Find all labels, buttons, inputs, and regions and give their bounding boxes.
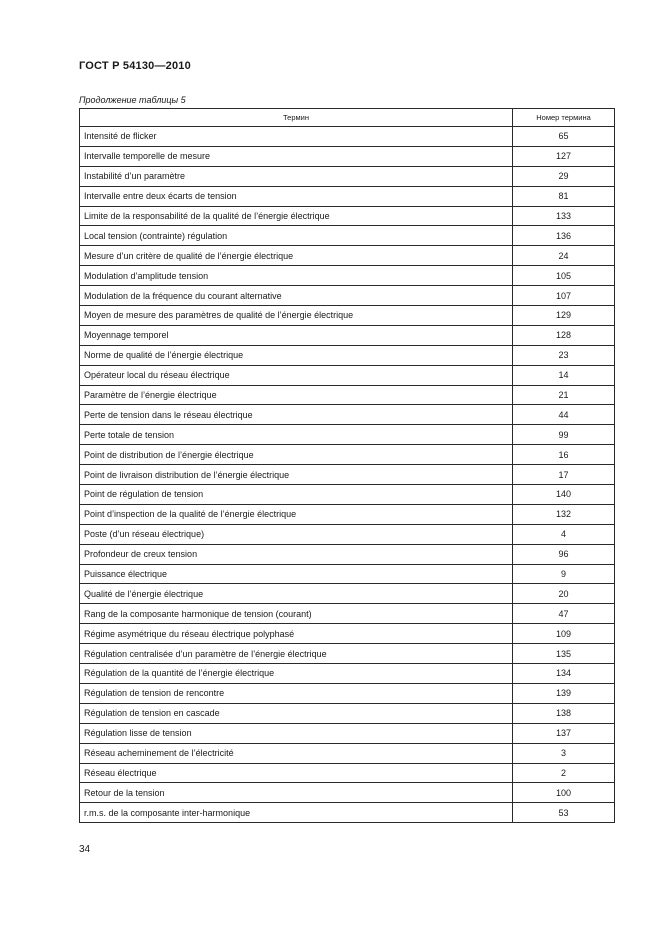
term-number-cell: 135 xyxy=(513,644,615,664)
term-cell: Profondeur de creux tension xyxy=(80,544,513,564)
column-header-term: Термин xyxy=(80,109,513,127)
term-number-cell: 105 xyxy=(513,266,615,286)
terms-table xyxy=(79,108,615,823)
table-row xyxy=(80,723,615,743)
table-row xyxy=(80,564,615,584)
term-cell: Intervalle entre deux écarts de tension xyxy=(80,186,513,206)
term-number-cell: 137 xyxy=(513,723,615,743)
table-row xyxy=(80,524,615,544)
term-cell: Limite de la responsabilité de la qualité de l’énergie électrique xyxy=(80,206,513,226)
term-cell: Régime asymétrique du réseau électrique polyphasé xyxy=(80,624,513,644)
table-row xyxy=(80,286,615,306)
column-header-number: Номер термина xyxy=(513,109,615,127)
term-cell: Réseau électrique xyxy=(80,763,513,783)
term-cell: Instabilité d’un paramètre xyxy=(80,166,513,186)
term-number-cell: 128 xyxy=(513,325,615,345)
term-cell: Norme de qualité de l’énergie électrique xyxy=(80,345,513,365)
table-row xyxy=(80,365,615,385)
term-number-cell: 17 xyxy=(513,465,615,485)
term-number-cell: 134 xyxy=(513,664,615,684)
term-cell: Paramètre de l’énergie électrique xyxy=(80,385,513,405)
term-cell: Point d’inspection de la qualité de l’énergie électrique xyxy=(80,504,513,524)
term-cell: Local tension (contrainte) régulation xyxy=(80,226,513,246)
term-cell: Réseau acheminement de l’électricité xyxy=(80,743,513,763)
term-number-cell: 44 xyxy=(513,405,615,425)
term-number-cell: 81 xyxy=(513,186,615,206)
term-cell: Modulation de la fréquence du courant alternative xyxy=(80,286,513,306)
table-row xyxy=(80,743,615,763)
table-row xyxy=(80,127,615,147)
table-row xyxy=(80,624,615,644)
table-row xyxy=(80,504,615,524)
table-row xyxy=(80,783,615,803)
term-cell: Perte totale de tension xyxy=(80,425,513,445)
term-cell: Puissance électrique xyxy=(80,564,513,584)
term-cell: Point de distribution de l’énergie électrique xyxy=(80,445,513,465)
table-row xyxy=(80,385,615,405)
term-cell: Modulation d’amplitude tension xyxy=(80,266,513,286)
term-cell: Poste (d’un réseau électrique) xyxy=(80,524,513,544)
term-number-cell: 65 xyxy=(513,127,615,147)
term-number-cell: 100 xyxy=(513,783,615,803)
table-row xyxy=(80,803,615,823)
term-cell: Mesure d’un critère de qualité de l’énergie électrique xyxy=(80,246,513,266)
term-number-cell: 24 xyxy=(513,246,615,266)
term-cell: Régulation de tension de rencontre xyxy=(80,683,513,703)
table-row xyxy=(80,544,615,564)
table-row xyxy=(80,146,615,166)
term-cell: Intensité de flicker xyxy=(80,127,513,147)
term-cell: Intervalle temporelle de mesure xyxy=(80,146,513,166)
table-row xyxy=(80,166,615,186)
term-number-cell: 20 xyxy=(513,584,615,604)
term-number-cell: 136 xyxy=(513,226,615,246)
table-row xyxy=(80,485,615,505)
table-row xyxy=(80,246,615,266)
term-cell: Rang de la composante harmonique de tension (courant) xyxy=(80,604,513,624)
table-header-row xyxy=(80,109,615,127)
term-number-cell: 53 xyxy=(513,803,615,823)
term-number-cell: 96 xyxy=(513,544,615,564)
term-number-cell: 107 xyxy=(513,286,615,306)
table-row xyxy=(80,465,615,485)
term-cell: Opérateur local du réseau électrique xyxy=(80,365,513,385)
term-number-cell: 129 xyxy=(513,306,615,326)
table-row xyxy=(80,683,615,703)
term-number-cell: 29 xyxy=(513,166,615,186)
term-number-cell: 3 xyxy=(513,743,615,763)
table-row xyxy=(80,186,615,206)
table-row xyxy=(80,664,615,684)
term-number-cell: 2 xyxy=(513,763,615,783)
terms-table-body xyxy=(80,127,615,823)
term-cell: Régulation lisse de tension xyxy=(80,723,513,743)
page-number: 34 xyxy=(79,844,91,855)
table-row xyxy=(80,306,615,326)
term-cell: r.m.s. de la composante inter-harmonique xyxy=(80,803,513,823)
table-row xyxy=(80,425,615,445)
table-caption: Продолжение таблицы 5 xyxy=(79,95,186,105)
term-number-cell: 139 xyxy=(513,683,615,703)
table-row xyxy=(80,206,615,226)
term-number-cell: 132 xyxy=(513,504,615,524)
term-number-cell: 16 xyxy=(513,445,615,465)
term-number-cell: 21 xyxy=(513,385,615,405)
term-cell: Moyennage temporel xyxy=(80,325,513,345)
term-cell: Moyen de mesure des paramètres de qualité de l’énergie électrique xyxy=(80,306,513,326)
term-number-cell: 109 xyxy=(513,624,615,644)
term-cell: Régulation de tension en cascade xyxy=(80,703,513,723)
term-number-cell: 9 xyxy=(513,564,615,584)
term-cell: Point de livraison distribution de l’énergie électrique xyxy=(80,465,513,485)
table-row xyxy=(80,266,615,286)
term-number-cell: 127 xyxy=(513,146,615,166)
term-number-cell: 14 xyxy=(513,365,615,385)
term-cell: Perte de tension dans le réseau électrique xyxy=(80,405,513,425)
table-row xyxy=(80,763,615,783)
term-cell: Régulation de la quantité de l’énergie électrique xyxy=(80,664,513,684)
term-cell: Régulation centralisée d’un paramètre de l’énergie électrique xyxy=(80,644,513,664)
term-number-cell: 47 xyxy=(513,604,615,624)
term-number-cell: 23 xyxy=(513,345,615,365)
term-number-cell: 138 xyxy=(513,703,615,723)
term-cell: Retour de la tension xyxy=(80,783,513,803)
term-number-cell: 133 xyxy=(513,206,615,226)
table-row xyxy=(80,325,615,345)
table-row xyxy=(80,703,615,723)
term-number-cell: 4 xyxy=(513,524,615,544)
table-row xyxy=(80,604,615,624)
term-number-cell: 140 xyxy=(513,485,615,505)
term-cell: Qualité de l’énergie électrique xyxy=(80,584,513,604)
term-cell: Point de régulation de tension xyxy=(80,485,513,505)
table-row xyxy=(80,405,615,425)
table-row xyxy=(80,345,615,365)
term-number-cell: 99 xyxy=(513,425,615,445)
table-row xyxy=(80,644,615,664)
table-row xyxy=(80,226,615,246)
document-standard-header: ГОСТ Р 54130—2010 xyxy=(79,60,191,72)
table-row xyxy=(80,445,615,465)
table-row xyxy=(80,584,615,604)
